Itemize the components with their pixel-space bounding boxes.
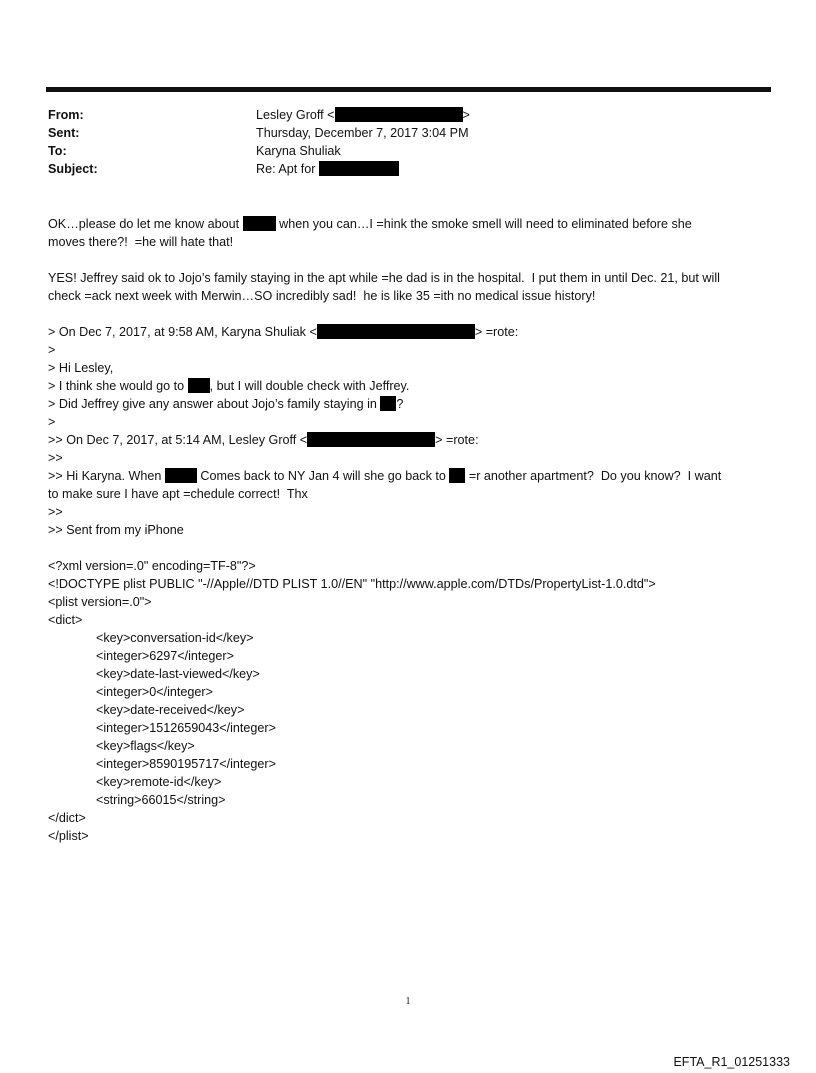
xml-line: <key>remote-id</key> xyxy=(96,775,222,789)
text: , but I will double check with Jeffrey. xyxy=(209,379,410,393)
quote-line: >> xyxy=(48,505,63,519)
redaction xyxy=(317,324,475,339)
xml-line: <integer>0</integer> xyxy=(96,685,213,699)
text: when you can…I =hink the smoke smell will need to eliminated before she xyxy=(275,217,692,231)
xml-line: <integer>8590195717</integer> xyxy=(96,757,276,771)
text: > On Dec 7, 2017, at 9:58 AM, Karyna Shuliak < xyxy=(48,325,317,339)
subject-label: Subject: xyxy=(48,162,98,176)
xml-line: <dict> xyxy=(48,613,83,627)
text: =r another apartment? Do you know? I want xyxy=(465,469,722,483)
redaction xyxy=(319,161,399,176)
xml-line: </plist> xyxy=(48,829,89,843)
text: > I think she would go to xyxy=(48,379,188,393)
text: >> On Dec 7, 2017, at 5:14 AM, Lesley Groff < xyxy=(48,433,308,447)
para1-line1 xyxy=(48,215,778,233)
quote-line: > Hi Lesley, xyxy=(48,361,114,375)
quote-line xyxy=(48,377,778,395)
subject-text: Re: Apt for xyxy=(256,162,319,176)
text: ? xyxy=(396,397,404,411)
to-label: To: xyxy=(48,144,67,158)
text: Comes back to NY Jan 4 will she go back to xyxy=(196,469,450,483)
quote-line xyxy=(48,467,778,485)
text: >> Hi Karyna. When xyxy=(48,469,165,483)
quote-line xyxy=(48,323,778,341)
xml-line: <key>date-last-viewed</key> xyxy=(96,667,260,681)
from-label: From: xyxy=(48,108,84,122)
redaction xyxy=(188,378,210,393)
xml-line: <integer>1512659043</integer> xyxy=(96,721,276,735)
quote-line: >> xyxy=(48,451,63,465)
quote-line: > xyxy=(48,415,56,429)
xml-line: <key>date-received</key> xyxy=(96,703,245,717)
xml-line: <key>flags</key> xyxy=(96,739,195,753)
xml-line: </dict> xyxy=(48,811,86,825)
text: > Did Jeffrey give any answer about Jojo’s family staying in xyxy=(48,397,381,411)
text: > =rote: xyxy=(474,325,519,339)
document-id: EFTA_R1_01251333 xyxy=(673,1055,790,1069)
text: OK…please do let me know about xyxy=(48,217,243,231)
para1-line2: moves there?! =he will hate that! xyxy=(48,235,234,249)
subject-value xyxy=(256,160,399,178)
sent-label: Sent: xyxy=(48,126,80,140)
quote-line xyxy=(48,431,778,449)
xml-line: <string>66015</string> xyxy=(96,793,226,807)
email-header xyxy=(48,106,768,182)
header-rule xyxy=(46,87,771,92)
from-name: Lesley Groff < xyxy=(256,108,335,122)
from-value xyxy=(256,106,470,124)
redaction xyxy=(449,468,465,483)
para2-line1: YES! Jeffrey said ok to Jojo’s family staying in the apt while =he dad is in the hospital. I put them in until Dec. 21, but will xyxy=(48,271,720,285)
para2-line2: check =ack next week with Merwin…SO incredibly sad! he is like 35 =ith no medical issue history! xyxy=(48,289,596,303)
xml-line: <!DOCTYPE plist PUBLIC "-//Apple//DTD PLIST 1.0//EN" "http://www.apple.com/DTDs/PropertyList-1.0.dtd"> xyxy=(48,577,656,591)
xml-line: <key>conversation-id</key> xyxy=(96,631,254,645)
quote-line: to make sure I have apt =chedule correct! Thx xyxy=(48,487,308,501)
redaction xyxy=(243,216,276,231)
page-number: 1 xyxy=(405,996,411,1007)
quote-line xyxy=(48,395,778,413)
redaction xyxy=(165,468,197,483)
quote-line: > xyxy=(48,343,56,357)
redaction xyxy=(380,396,396,411)
redaction xyxy=(307,432,435,447)
email-body xyxy=(48,215,778,845)
redaction xyxy=(335,107,463,122)
xml-line: <plist version=.0"> xyxy=(48,595,152,609)
to-value: Karyna Shuliak xyxy=(256,144,341,158)
from-close: > xyxy=(462,108,470,122)
xml-line: <integer>6297</integer> xyxy=(96,649,234,663)
text: > =rote: xyxy=(435,433,479,447)
sent-value: Thursday, December 7, 2017 3:04 PM xyxy=(256,126,469,140)
quote-line: >> Sent from my iPhone xyxy=(48,523,184,537)
xml-line: <?xml version=.0" encoding=TF-8"?> xyxy=(48,559,256,573)
